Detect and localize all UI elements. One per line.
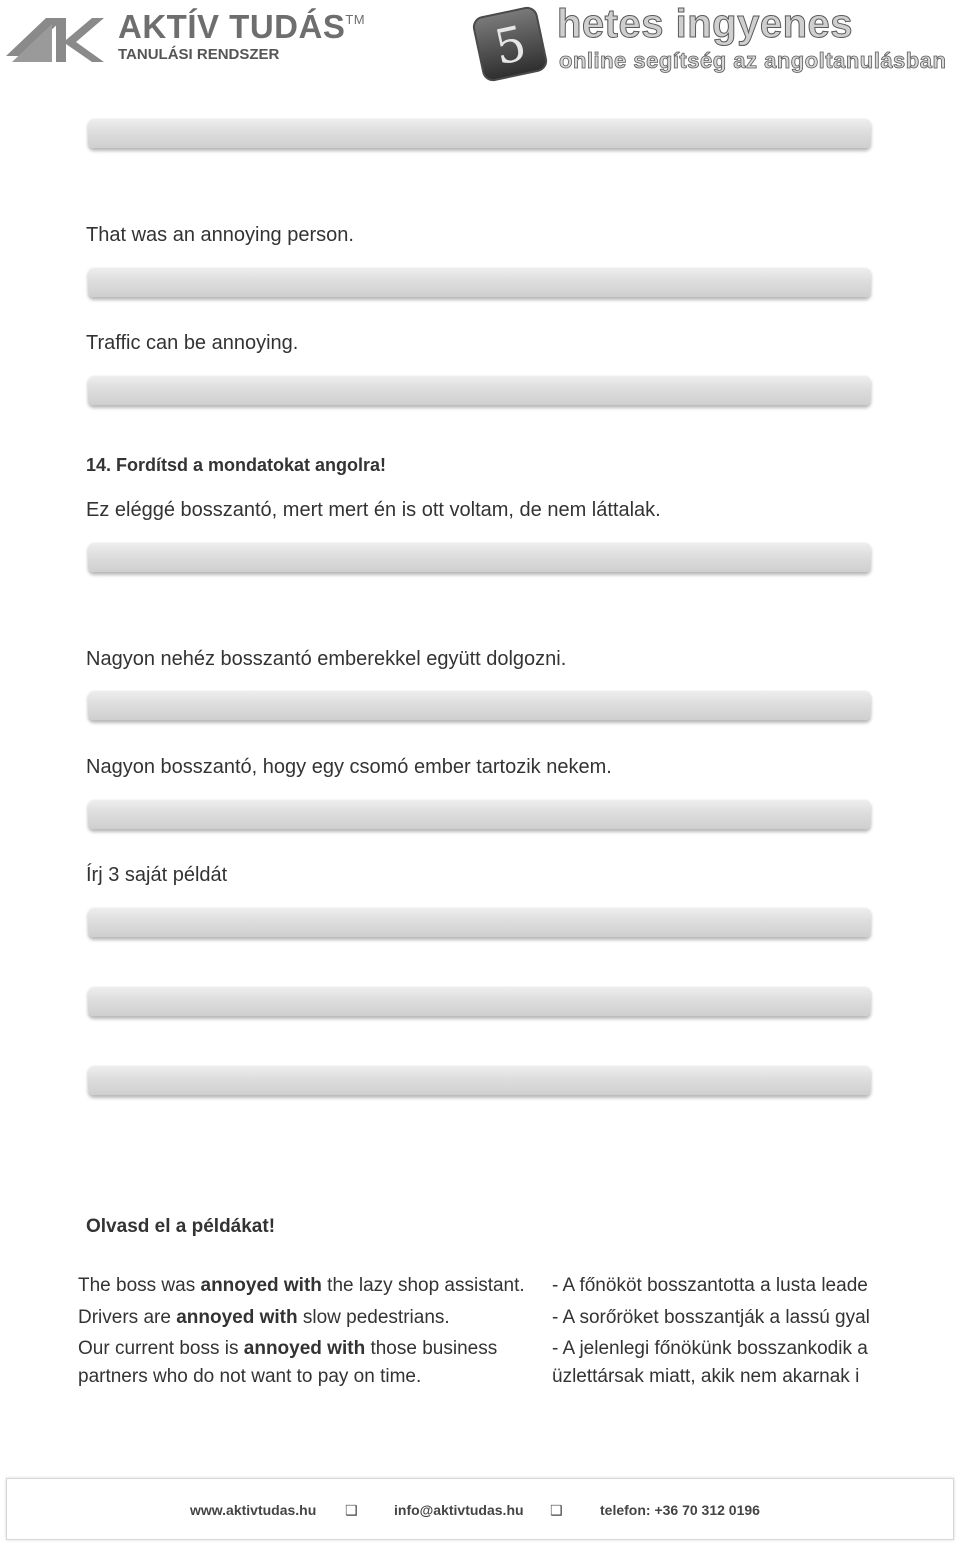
promo-headline: hetes ingyenes (557, 2, 854, 46)
answer-bar[interactable] (88, 542, 871, 572)
example-hu: - A sorőröket bosszantják a lassú gyal (552, 1307, 870, 1328)
aktiv-tudas-logo-mark (6, 12, 106, 68)
footer-phone: telefon: +36 70 312 0196 (600, 1502, 760, 1518)
example-en: The boss was annoyed with the lazy shop assistant. (78, 1275, 525, 1296)
footer-website-link[interactable]: www.aktivtudas.hu (190, 1502, 317, 1518)
five-badge-icon (470, 4, 550, 84)
reading-title: Olvasd el a példákat! (86, 1216, 276, 1237)
answer-bar[interactable] (88, 267, 871, 297)
brand-subtitle: TANULÁSI RENDSZER (118, 46, 280, 63)
example-hu: - A jelenlegi főnökünk bosszankodik a (552, 1338, 868, 1359)
promo-subline: online segítség az angoltanulásban (559, 48, 947, 73)
own-examples-instruction: Írj 3 saját példát (86, 864, 228, 886)
brand-name: AKTÍV TUDÁS™ (118, 8, 366, 45)
answer-bar[interactable] (88, 907, 871, 937)
example-hu: üzlettársak miatt, akik nem akarnak i (552, 1366, 860, 1387)
checkbox-bullet-icon: ❑ (550, 1502, 563, 1518)
answer-bar[interactable] (88, 375, 871, 405)
example-hu-column (552, 1272, 882, 1300)
answer-bar[interactable] (88, 690, 871, 720)
sentence-text: That was an annoying person. (86, 224, 354, 246)
translate-sentence: Nagyon bosszantó, hogy egy csomó ember tartozik nekem. (86, 756, 612, 778)
example-en: Drivers are annoyed with slow pedestrians. (78, 1307, 450, 1328)
footer-email-link[interactable]: info@aktivtudas.hu (394, 1502, 524, 1518)
example-hu-column (552, 1304, 882, 1332)
badge-number: 5 (489, 15, 532, 77)
answer-bar[interactable] (88, 118, 871, 148)
sentence-text: Traffic can be annoying. (86, 332, 299, 354)
answer-bar[interactable] (88, 799, 871, 829)
task-title: 14. Fordítsd a mondatokat angolra! (86, 455, 387, 475)
example-en: Our current boss is annoyed with those business partners who do not want to pay on time. (78, 1338, 498, 1387)
answer-bar[interactable] (88, 1065, 871, 1095)
example-hu-column (552, 1335, 882, 1391)
translate-sentence: Ez eléggé bosszantó, mert mert én is ott voltam, de nem láttalak. (86, 499, 661, 521)
checkbox-bullet-icon: ❑ (345, 1502, 358, 1518)
translate-sentence: Nagyon nehéz bosszantó emberekkel együtt dolgozni. (86, 648, 567, 670)
answer-bar[interactable] (88, 986, 871, 1016)
example-hu: - A főnököt bosszantotta a lusta leade (552, 1275, 868, 1296)
